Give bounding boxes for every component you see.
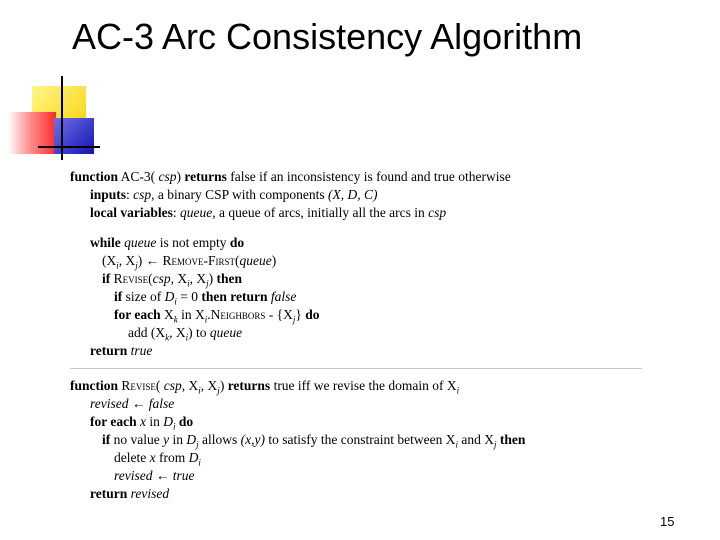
code-token: in: [169, 432, 187, 447]
code-token: , X: [181, 378, 199, 393]
code-token: ): [208, 271, 217, 286]
code-token: false if an inconsistency is found and true otherwise: [226, 169, 511, 184]
code-token: ←: [128, 396, 149, 411]
code-token: queue: [239, 253, 272, 268]
code-token: , X: [169, 325, 186, 340]
code-line: [70, 342, 642, 360]
code-token: (X: [102, 253, 117, 268]
code-token: true: [130, 343, 153, 358]
code-token: ←: [152, 468, 173, 483]
code-token: to satisfy the constraint between X: [265, 432, 456, 447]
code-token: (x,y): [240, 432, 266, 447]
code-token: revised: [130, 486, 170, 501]
code-token: i: [174, 296, 177, 307]
code-token: j: [217, 385, 220, 396]
code-token: , X: [189, 271, 207, 286]
code-token: revised: [90, 396, 129, 411]
code-token: in X: [177, 307, 205, 322]
code-token: csp: [158, 169, 177, 184]
section-divider: [70, 368, 642, 369]
code-token: j: [135, 260, 138, 271]
code-token: csp: [133, 187, 152, 202]
code-line: [70, 377, 642, 395]
code-token: false: [270, 289, 297, 304]
code-token: Neighbors: [210, 307, 266, 322]
code-token: return: [90, 343, 128, 358]
code-token: .: [207, 307, 211, 322]
code-token: if: [102, 271, 111, 286]
code-line: [70, 467, 642, 485]
code-token: then return: [201, 289, 268, 304]
code-token: (: [148, 271, 153, 286]
code-token: do: [178, 414, 194, 429]
code-token: i: [198, 385, 201, 396]
code-token: k: [173, 314, 178, 325]
code-token: function: [70, 169, 119, 184]
code-token: j: [493, 439, 497, 450]
code-token: ): [271, 253, 277, 268]
code-token: , a binary CSP with components: [151, 187, 329, 202]
code-token: local variables: [90, 205, 173, 220]
code-token: and X: [457, 432, 494, 447]
code-token: i: [455, 439, 458, 450]
code-line: [70, 324, 642, 342]
code-line: [70, 485, 642, 503]
code-token: x: [149, 450, 156, 465]
code-token: i: [187, 278, 190, 289]
ac3-function-block: [70, 168, 642, 360]
code-token: if: [114, 289, 123, 304]
code-token: , X: [118, 253, 136, 268]
code-line: [70, 204, 642, 222]
code-line: [70, 431, 642, 449]
code-token: x: [140, 414, 146, 429]
code-token: queue: [180, 205, 213, 220]
revise-function-block: [70, 377, 642, 503]
slide-title: AC-3 Arc Consistency Algorithm: [72, 16, 583, 57]
code-token: no value: [110, 432, 164, 447]
page-number: 15: [660, 514, 675, 529]
code-token: true: [172, 468, 195, 483]
code-token: }: [295, 307, 306, 322]
code-token: i: [173, 421, 176, 432]
code-token: AC-3(: [118, 169, 159, 184]
code-token: k: [165, 332, 170, 343]
code-token: in: [146, 414, 164, 429]
code-token: do: [305, 307, 320, 322]
code-token: i: [204, 314, 208, 325]
code-token: do: [229, 235, 245, 250]
code-token: :: [126, 187, 134, 202]
code-token: D: [188, 450, 199, 465]
code-token: :: [172, 205, 181, 220]
code-token: returns: [184, 169, 227, 184]
code-token: allows: [198, 432, 241, 447]
spacer: [70, 222, 642, 234]
code-token: = 0: [176, 289, 202, 304]
code-token: csp: [163, 378, 182, 393]
code-line: [70, 306, 642, 324]
code-line: [70, 234, 642, 252]
code-token: , X: [170, 271, 188, 286]
decor-horizontal-line: [38, 146, 100, 148]
code-token: , X: [200, 378, 218, 393]
code-line: [70, 252, 642, 270]
code-token: Revise: [121, 378, 156, 393]
code-token: csp: [428, 205, 447, 220]
code-token: Remove-First: [162, 253, 236, 268]
code-token: j: [206, 278, 209, 289]
code-token: queue: [209, 325, 243, 340]
code-token: ) ←: [137, 253, 163, 268]
code-line: [70, 449, 642, 467]
code-token: while: [90, 235, 121, 250]
code-line: [70, 288, 642, 306]
code-token: ): [219, 378, 228, 393]
code-token: (X, D, C): [328, 187, 378, 202]
code-token: queue: [124, 235, 157, 250]
code-token: i: [116, 260, 119, 271]
code-token: delete: [114, 450, 150, 465]
code-token: is not empty: [156, 235, 230, 250]
code-token: y: [163, 432, 170, 447]
code-token: ): [176, 169, 185, 184]
code-line: [70, 168, 642, 186]
code-token: (: [235, 253, 240, 268]
code-token: (: [155, 378, 164, 393]
decor-blue-square: [54, 118, 94, 154]
code-token: if: [102, 432, 111, 447]
code-token: i: [198, 457, 201, 468]
code-token: function: [70, 378, 119, 393]
code-token: for each: [114, 307, 161, 322]
code-line: [70, 413, 642, 431]
code-token: from: [155, 450, 189, 465]
code-token: then: [499, 432, 526, 447]
code-line: [70, 395, 642, 413]
code-token: D: [186, 432, 197, 447]
code-token: false: [148, 396, 175, 411]
algorithm-pseudocode: [70, 168, 642, 503]
code-token: j: [292, 314, 296, 325]
code-token: add (X: [128, 325, 166, 340]
code-token: D: [163, 414, 174, 429]
code-token: i: [185, 332, 189, 343]
code-line: [70, 186, 642, 204]
code-token: returns: [227, 378, 271, 393]
code-token: , a queue of arcs, initially all the arcs in: [212, 205, 429, 220]
code-token: size of: [122, 289, 165, 304]
code-token: inputs: [90, 187, 127, 202]
code-token: then: [216, 271, 243, 286]
code-token: X: [160, 307, 174, 322]
code-token: j: [196, 439, 199, 450]
code-token: D: [164, 289, 175, 304]
code-token: csp: [152, 271, 171, 286]
code-token: i: [456, 385, 460, 396]
code-line: [70, 270, 642, 288]
code-token: true iff we revise the domain of X: [270, 378, 457, 393]
code-token: revised: [114, 468, 153, 483]
code-token: Revise: [113, 271, 149, 286]
code-token: return: [90, 486, 128, 501]
code-token: for each: [90, 414, 137, 429]
code-token: - {X: [265, 307, 293, 322]
code-token: ) to: [188, 325, 210, 340]
